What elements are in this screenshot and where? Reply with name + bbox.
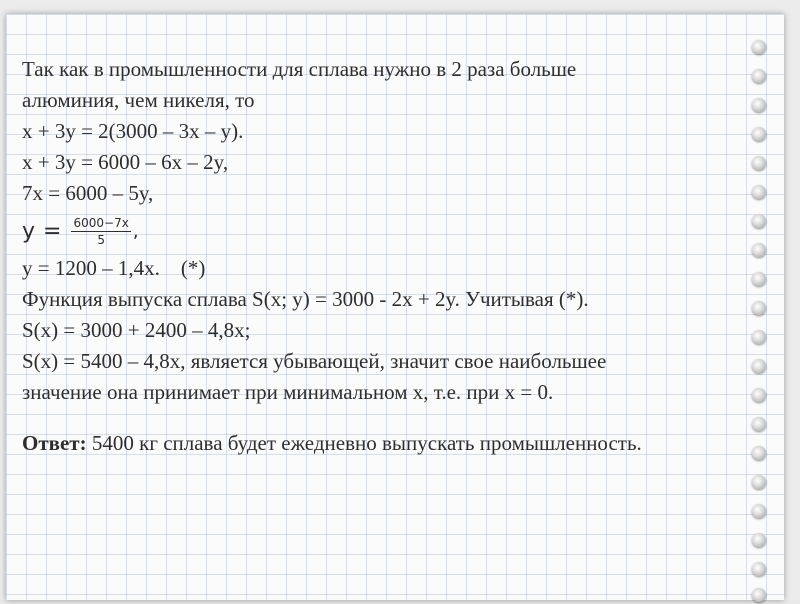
solution-text [22,54,762,459]
text-line: Так как в промышленности для сплава нужно в 2 раза больше [22,57,577,81]
equation-line: x + 3y = 6000 – 6x – 2y, [22,150,229,174]
text-line: значение она принимает при минимальном x, т.е. при x = 0. [22,380,554,404]
equation-line: y = 1200 – 1,4x. (*) [22,256,206,280]
equation-line: x + 3y = 2(3000 – 3x – y). [22,119,244,143]
fraction-numerator: 6000−7x [73,215,129,230]
answer-line [22,428,762,459]
fraction [71,215,130,248]
equation-line: S(x) = 3000 + 2400 – 4,8x; [22,318,251,342]
fraction-comma: , [132,220,139,242]
text-line: Функция выпуска сплава S(x; y) = 3000 - 2x + 2y. Учитывая (*). [22,287,589,311]
spacer [22,408,762,428]
fraction-equation [22,209,762,253]
text-line: алюминия, чем никеля, то [22,88,255,112]
text-line: S(x) = 5400 – 4,8x, является убывающей, значит свое наибольшее [22,349,607,373]
fraction-lhs: y [22,218,36,244]
equation-line: 7x = 6000 – 5y, [22,181,154,205]
ring-icon [752,475,766,489]
ring-icon [752,562,766,576]
fraction-denominator: 5 [97,232,105,247]
answer-text: 5400 кг сплава будет ежедневно выпускать промышленность. [86,431,642,455]
ring-icon [752,533,766,547]
answer-label: Ответ: [22,431,87,455]
ring-icon [752,40,766,54]
fraction-equals: = [43,218,62,244]
ring-icon [752,504,766,518]
